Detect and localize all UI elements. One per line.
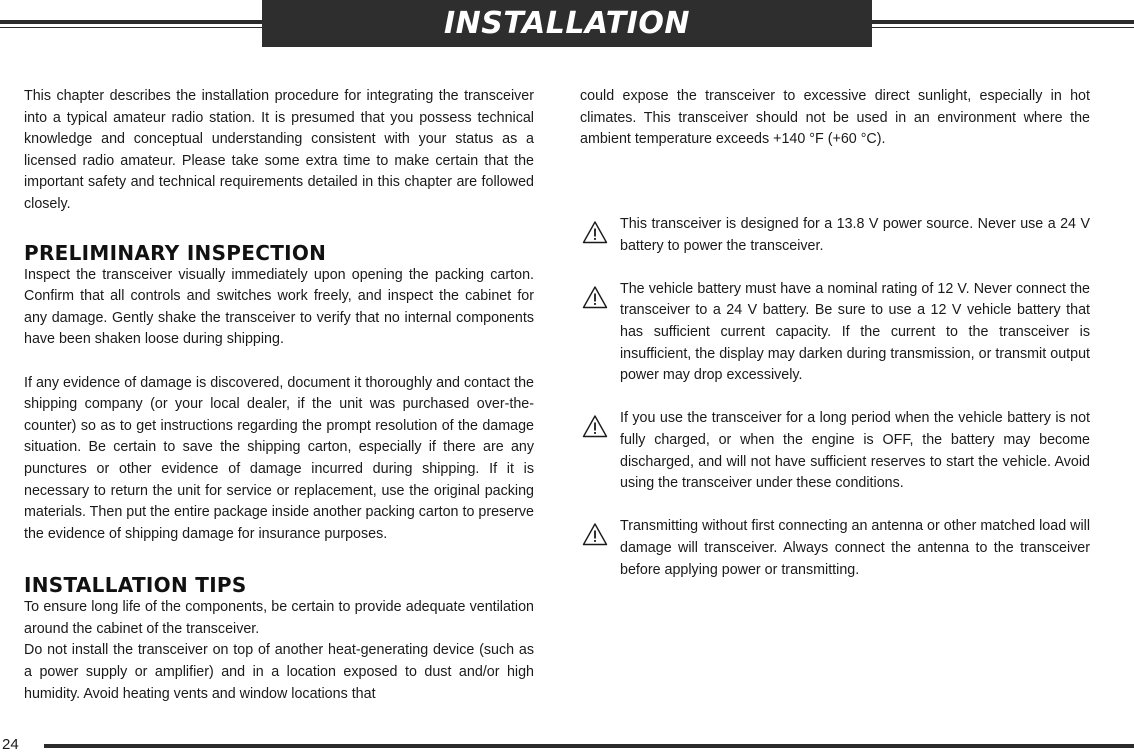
- warning-triangle-icon: [582, 414, 608, 438]
- left-column: [24, 86, 534, 705]
- tips-paragraph-2: Do not install the transceiver on top of another heat-generating device (such as a power supply or amplifier) and in a location exposed to dust and/or high humidity. Avoid heating vents and window locations that: [24, 642, 534, 702]
- header-rule-right-thin: [872, 27, 1134, 28]
- warning-text: The vehicle battery must have a nominal rating of 12 V. Never connect the transceiver to a 24 V battery. Be sure to use a 12 V vehicle battery that has sufficient current capacity. If the current to the transceiver is insufficient, the display may darken during transmission, or transmit output power may drop excessively.: [620, 280, 1090, 384]
- installation-tips-heading: INSTALLATION TIPS: [24, 573, 247, 598]
- footer-rule: [44, 744, 1134, 748]
- warning-triangle-icon: [582, 285, 608, 309]
- warning-item: [580, 279, 1090, 387]
- header-rule-left: [0, 20, 262, 24]
- intro-paragraph: This chapter describes the installation procedure for integrating the transceiver into a typical amateur radio station. It is presumed that you possess technical knowledge and conceptual understanding consistent with your status as a licensed radio amateur. Please take some extra time to make certain that the important safety and technical requirements detailed in this chapter are followed closely.: [24, 88, 534, 212]
- page-title: INSTALLATION: [443, 6, 691, 41]
- warning-list: [580, 214, 1090, 603]
- preliminary-paragraph-1: Inspect the transceiver visually immediately upon opening the packing carton. Confirm that all controls and switches work freely, and inspect the cabinet for any damage. Gently shake the transceiver to verify that no internal components have been shaken loose during shipping.: [24, 266, 534, 348]
- preliminary-paragraph-2: If any evidence of damage is discovered, document it thoroughly and contact the shipping company (or your local dealer, if the unit was purchased over-the-counter) so as to get instructions regarding the prompt resolution of the damage situation. Be certain to save the shipping carton, especially if there are any punctures or other evidence of damage incurred during shipping. If it is necessary to return the unit for service or replacement, use the original packing materials. Then put the entire package inside another packing carton to preserve the evidence of shipping damage for insurance purposes.: [24, 374, 534, 542]
- page-title-bar: [262, 0, 872, 47]
- page-number: 24: [2, 736, 19, 753]
- preliminary-inspection-heading: PRELIMINARY INSPECTION: [24, 240, 327, 265]
- tips-continuation-paragraph: could expose the transceiver to excessive direct sunlight, especially in hot climates. This transceiver should not be used in an environment where the ambient temperature exceeds +140 °F (+60 °C).: [580, 88, 1090, 148]
- warning-text: Transmitting without first connecting an antenna or other matched load will damage will transceiver. Always connect the antenna to the transceiver before applying power or transmitting.: [620, 518, 1090, 578]
- warning-text: If you use the transceiver for a long period when the vehicle battery is not fully charged, or when the engine is OFF, the battery may become discharged, and will not have sufficient reserves to start the vehicle. Avoid using the transceiver under these conditions.: [620, 410, 1090, 492]
- warning-triangle-icon: [582, 220, 608, 244]
- header-rule-right: [872, 20, 1134, 24]
- warning-triangle-icon: [582, 522, 608, 546]
- warning-item: [580, 408, 1090, 494]
- warning-text: This transceiver is designed for a 13.8 V power source. Never use a 24 V battery to power the transceiver.: [620, 216, 1090, 254]
- warning-item: [580, 516, 1090, 581]
- right-column: [580, 86, 1090, 151]
- warning-item: [580, 214, 1090, 257]
- tips-paragraph-1: To ensure long life of the components, be certain to provide adequate ventilation around the cabinet of the transceiver.: [24, 599, 534, 637]
- header-rule-left-thin: [0, 27, 262, 28]
